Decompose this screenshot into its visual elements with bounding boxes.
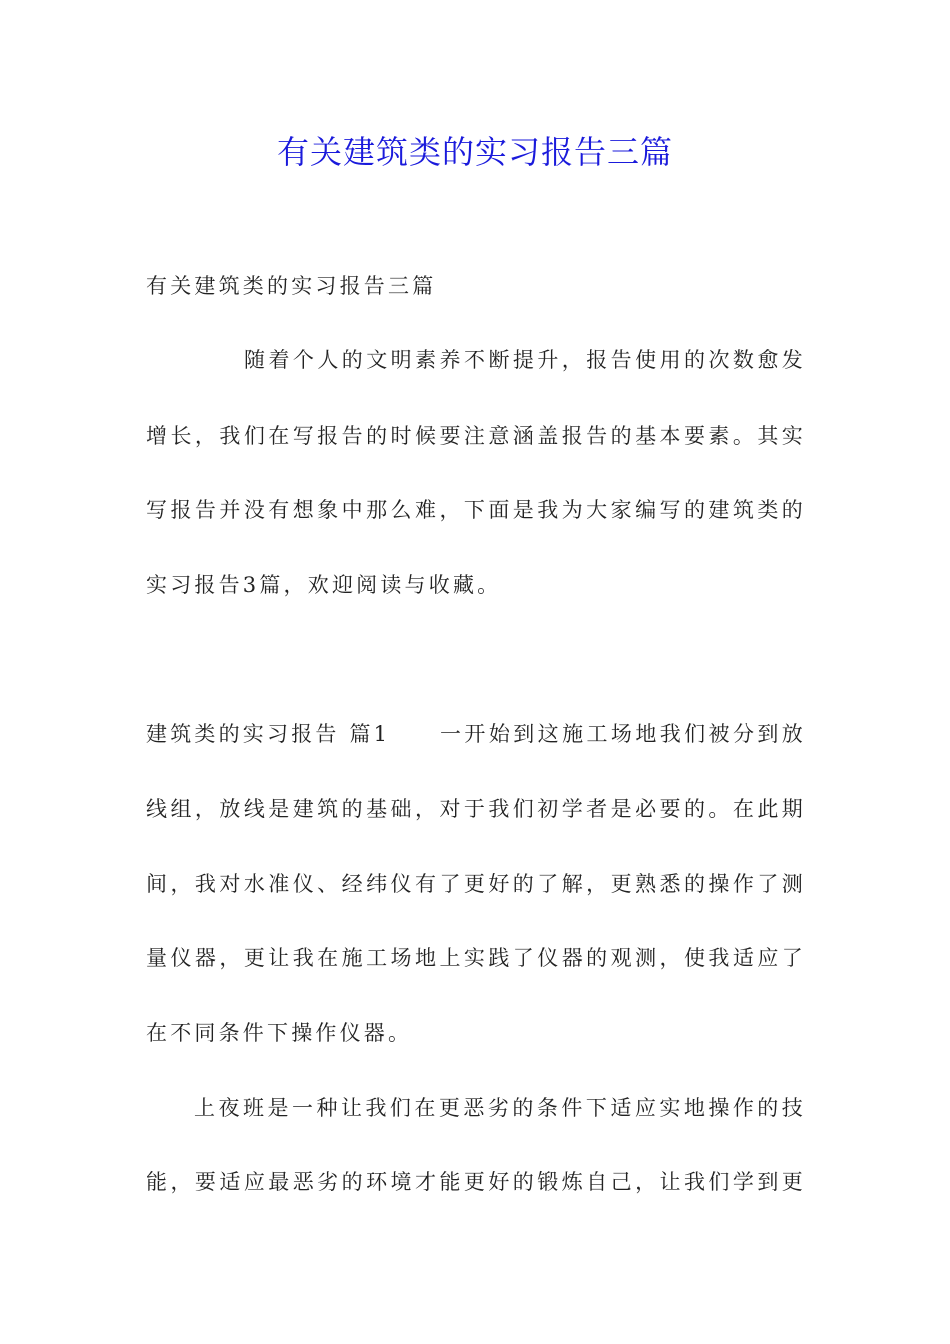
section1-line: 在不同条件下操作仪器。: [146, 1021, 413, 1045]
intro-line: 实习报告3篇，欢迎阅读与收藏。: [146, 573, 502, 597]
paragraph2-line: 上夜班是一种让我们在更恶劣的条件下适应实地操作的技: [194, 1096, 806, 1120]
paragraph2-line: 能，要适应最恶劣的环境才能更好的锻炼自己，让我们学到更: [146, 1170, 806, 1194]
section1-line: 间，我对水准仪、经纬仪有了更好的了解，更熟悉的操作了测: [146, 872, 806, 896]
document-title: 有关建筑类的实习报告三篇: [276, 133, 673, 171]
subtitle: 有关建筑类的实习报告三篇: [146, 274, 437, 298]
intro-line: 写报告并没有想象中那么难，下面是我为大家编写的建筑类的: [146, 498, 806, 522]
section1-line: 一开始到这施工场地我们被分到放: [440, 722, 806, 746]
section1-line: 线组，放线是建筑的基础，对于我们初学者是必要的。在此期: [146, 797, 806, 821]
section1-line: 量仪器，更让我在施工场地上实践了仪器的观测，使我适应了: [146, 946, 806, 970]
intro-line: 增长，我们在写报告的时候要注意涵盖报告的基本要素。其实: [146, 424, 806, 448]
intro-line: 随着个人的文明素养不断提升，报告使用的次数愈发: [244, 348, 806, 372]
section-heading: 建筑类的实习报告 篇1: [146, 722, 391, 746]
